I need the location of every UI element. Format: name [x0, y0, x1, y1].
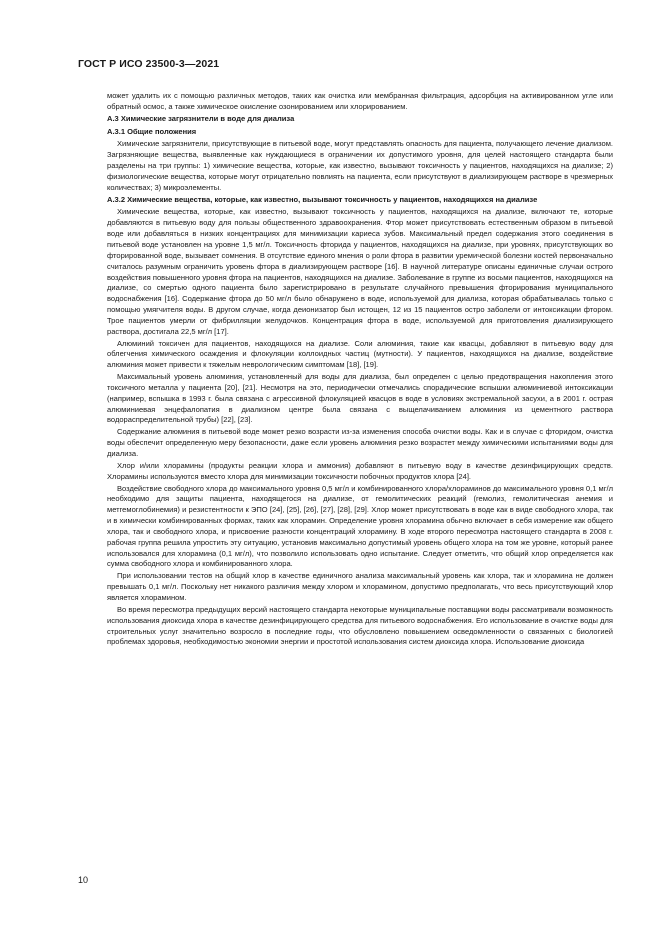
document-header: ГОСТ Р ИСО 23500-3—2021: [78, 58, 220, 70]
body-paragraph: Содержание алюминия в питьевой воде может резко возрасти из-за изменения способа очистки воды. Как и в случае с фторидом, очистка воды обеспечит определенную меру безопасности, даже если уровень алюминия резко возрастет между химическими испытаниями воды для диализа.: [107, 427, 613, 458]
body-paragraph: Максимальный уровень алюминия, установленный для воды для диализа, был определен с целью предотвращения накопления этого токсичного металла у пациента [20], [21]. Несмотря на это, периодически отмечались спорадические вспышки алюминиевой интоксикации (например, вспышка в 1993 г. была связана с агрессивной флокуляцией квасцов в воде в условиях экстремальной засухи, а в 2001 г. острая алюминиевая энцефалопатия в диализном центре была связана с выщелачиванием алюминия из цементного раствора водораспределительной трубы) [22], [23].: [107, 372, 613, 425]
subsection-heading-a32: А.3.2 Химические вещества, которые, как известно, вызывают токсичность у пациентов, находящихся на диализе: [107, 194, 538, 204]
body-paragraph: может удалить их с помощью различных методов, таких как очистка или мембранная фильтрация, адсорбция на активированном угле или обратный осмос, а также химическое окисление озонированием или хлорированием.: [107, 91, 613, 111]
body-paragraph: При использовании тестов на общий хлор в качестве единичного анализа максимальный уровень как хлора, так и хлорамина не должен превышать 0,1 мг/л. Поскольку нет никакого различия между хлором и хлорамином, допустимо предполагать, что весь присутствующий хлор является хлорамином.: [107, 571, 613, 602]
section-heading-a3: А.3 Химические загрязнители в воде для диализа: [107, 113, 295, 123]
page-body: [107, 91, 613, 649]
body-paragraph: Химические вещества, которые, как известно, вызывают токсичность у пациентов, находящихся на диализе, включают те, которые добавляются в питьевую воду для пользы общественного здравоохранения. Фтор может присутствовать естественным образом в питьевой воде или добавляться в низких концентрациях для минимизации кариеса зубов. Максимальный предел содержания этого соединения в питьевой воде установлен на уровне 1,5 мг/л. Токсичность фторида у пациентов, находящихся на диализе, при уровнях, присутствующих во фторированной воде, вызывает сомнения. В отсутствие единого мнения о роли фтора в развитии уремической болезни костей первоначально считалось разумным ограничить уровень фтора в диализирующем растворе [16]. В научной литературе описаны единичные случаи острого воздействия повышенного уровня фтора на пациентов, находящихся на диализе. Заболевание в группе из восьми пациентов, находящихся на диализе, со смертью одного пациента было зарегистрировано в результате случайного превышения фторирования муниципального водоснабжения [16]. Содержание фтора до 50 мг/л было обнаружено в воде, используемой для диализа, которая обрабатывалась только с помощью умягчителя воды. В другом случае, когда деионизатор был истощен, 12 из 15 пациентов остро заболели от интоксикации фтором. Трое пациентов умерли от фибрилляции желудочков. Концентрация фтора в воде, используемой для приготовления диализирующего раствора, достигала 22,5 мг/л [17].: [107, 207, 613, 336]
body-paragraph: Химические загрязнители, присутствующие в питьевой воде, могут представлять опасность для пациента, получающего лечение диализом. Загрязняющие вещества, выявленные как нуждающиеся в ограничении их допустимого уровня, для целей настоящего стандарта были разделены на три группы: 1) химические вещества, которые, как известно, вызывают токсичность у пациентов, находящихся на диализе; 2) физиологические вещества, которые могут отрицательно повлиять на пациента, если присутствуют в диализирующем растворе в чрезмерных количествах; 3) микроэлементы.: [107, 139, 613, 192]
body-paragraph: Хлор и/или хлорамины (продукты реакции хлора и аммония) добавляют в питьевую воду в качестве дезинфицирующих средств. Хлорамины используются вместо хлора для минимизации токсичности побочных продуктов хлора [24].: [107, 460, 613, 481]
subsection-heading-a31: А.3.1 Общие положения: [107, 126, 197, 136]
body-paragraph: Алюминий токсичен для пациентов, находящихся на диализе. Соли алюминия, такие как квасцы, добавляют в питьевую воду для облегчения химического осаждения и флокуляции коллоидных частиц (мутности). У пациентов, находящихся на диализе, воздействие алюминия может привести к тяжелым неврологическим симптомам [18], [19].: [107, 338, 613, 370]
body-paragraph: Во время пересмотра предыдущих версий настоящего стандарта некоторые муниципальные поставщики воды рассматривали возможность использования диоксида хлора в качестве дезинфицирующего средства для питьевого водоснабжения. Его использование в очистке воды для строительных услуг значительно возросло в последние годы, что обусловлено повышением осведомленности о связанных с биологией проблемах здоровья, необходимостью экономии энергии и простотой использования систем диоксида хлора. Использование диоксида: [107, 604, 613, 647]
page-number: 10: [78, 875, 89, 885]
body-paragraph: Воздействие свободного хлора до максимального уровня 0,5 мг/л и комбинированного хлора/хлораминов до максимального уровня 0,1 мг/л необходимо для защиты пациента, находящегося на диализе, от гемолитических реакций (гемолиз, гемолитическая анемия и метгемоглобинемия) и резистентности к ЭПО [24], [25], [26], [27], [28], [29]. Хлор может присутствовать в воде как в виде свободного хлора, так и в химически комбинированных формах, таких как хлорамин. Определение уровня хлорамина обычно включает в себя измерение как общего хлора, так и свободного хлора, и присвоение разности концентраций хлорамину. В ходе второго пересмотра настоящего стандарта в 2008 г. рабочая группа решила упростить эту ситуацию, установив максимально допустимый уровень общего хлора на том же уровне, который ранее использовался для хлорамина (0,1 мг/л), что позволило использовать одно испытание. Следует отметить, что общий хлор определяется как сумма свободного хлора и комбинированного хлора.: [107, 483, 613, 569]
